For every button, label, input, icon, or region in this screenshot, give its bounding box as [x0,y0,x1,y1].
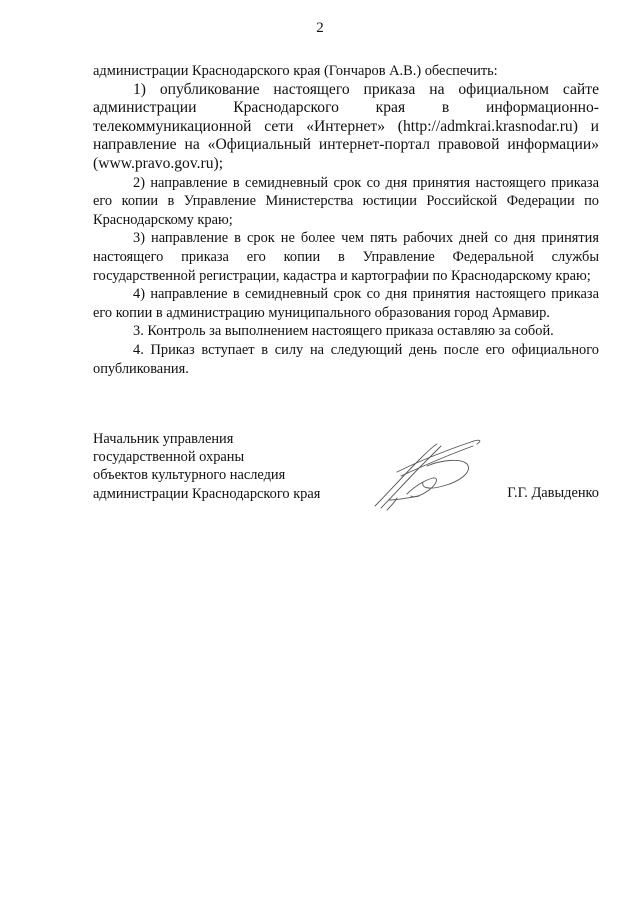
paragraph-effective-clause: 4. Приказ вступает в силу на следующий день после его официального опубликования. [93,341,599,377]
signatory-title-line: администрации Краснодарского края [93,485,321,502]
paragraph-item-1: 1) опубликование настоящего приказа на официальном сайте администрации Краснодарского края в информационно-телекоммуникационной сети «Интернет» (http://admkrai.krasnodar.ru) и направление на «Официальный интернет-портал правовой информации» (www.pravo.gov.ru); [93,80,599,172]
signatory-title-line: государственной охраны [93,449,245,466]
signatory-title [93,430,353,503]
signatory-title-line: объектов культурного наследия [93,467,286,484]
signatory-title-line: Начальник управления [93,431,234,447]
signatory-name: Г.Г. Давыденко [507,485,599,501]
signature-block [93,430,599,520]
document-body [93,62,599,378]
page-number: 2 [316,20,324,36]
paragraph-control-clause: 3. Контроль за выполнением настоящего приказа оставляю за собой. [133,323,554,340]
paragraph-item-3: 3) направление в срок не более чем пять рабочих дней со дня принятия настоящего приказа его копии в Управление Федеральной службы государственной регистрации, кадастра и картографии по Краснодарскому краю; [93,230,599,284]
handwritten-signature [367,436,487,512]
paragraph-item-2: 2) направление в семидневный срок со дня принятия настоящего приказа его копии в Управление Министерства юстиции Российской Федерации по Краснодарскому краю; [93,174,599,228]
paragraph-item-4: 4) направление в семидневный срок со дня принятия настоящего приказа его копии в администрацию муниципального образования город Армавир. [93,286,599,321]
paragraph-intro: администрации Краснодарского края (Гончаров А.В.) обеспечить: [93,63,498,79]
